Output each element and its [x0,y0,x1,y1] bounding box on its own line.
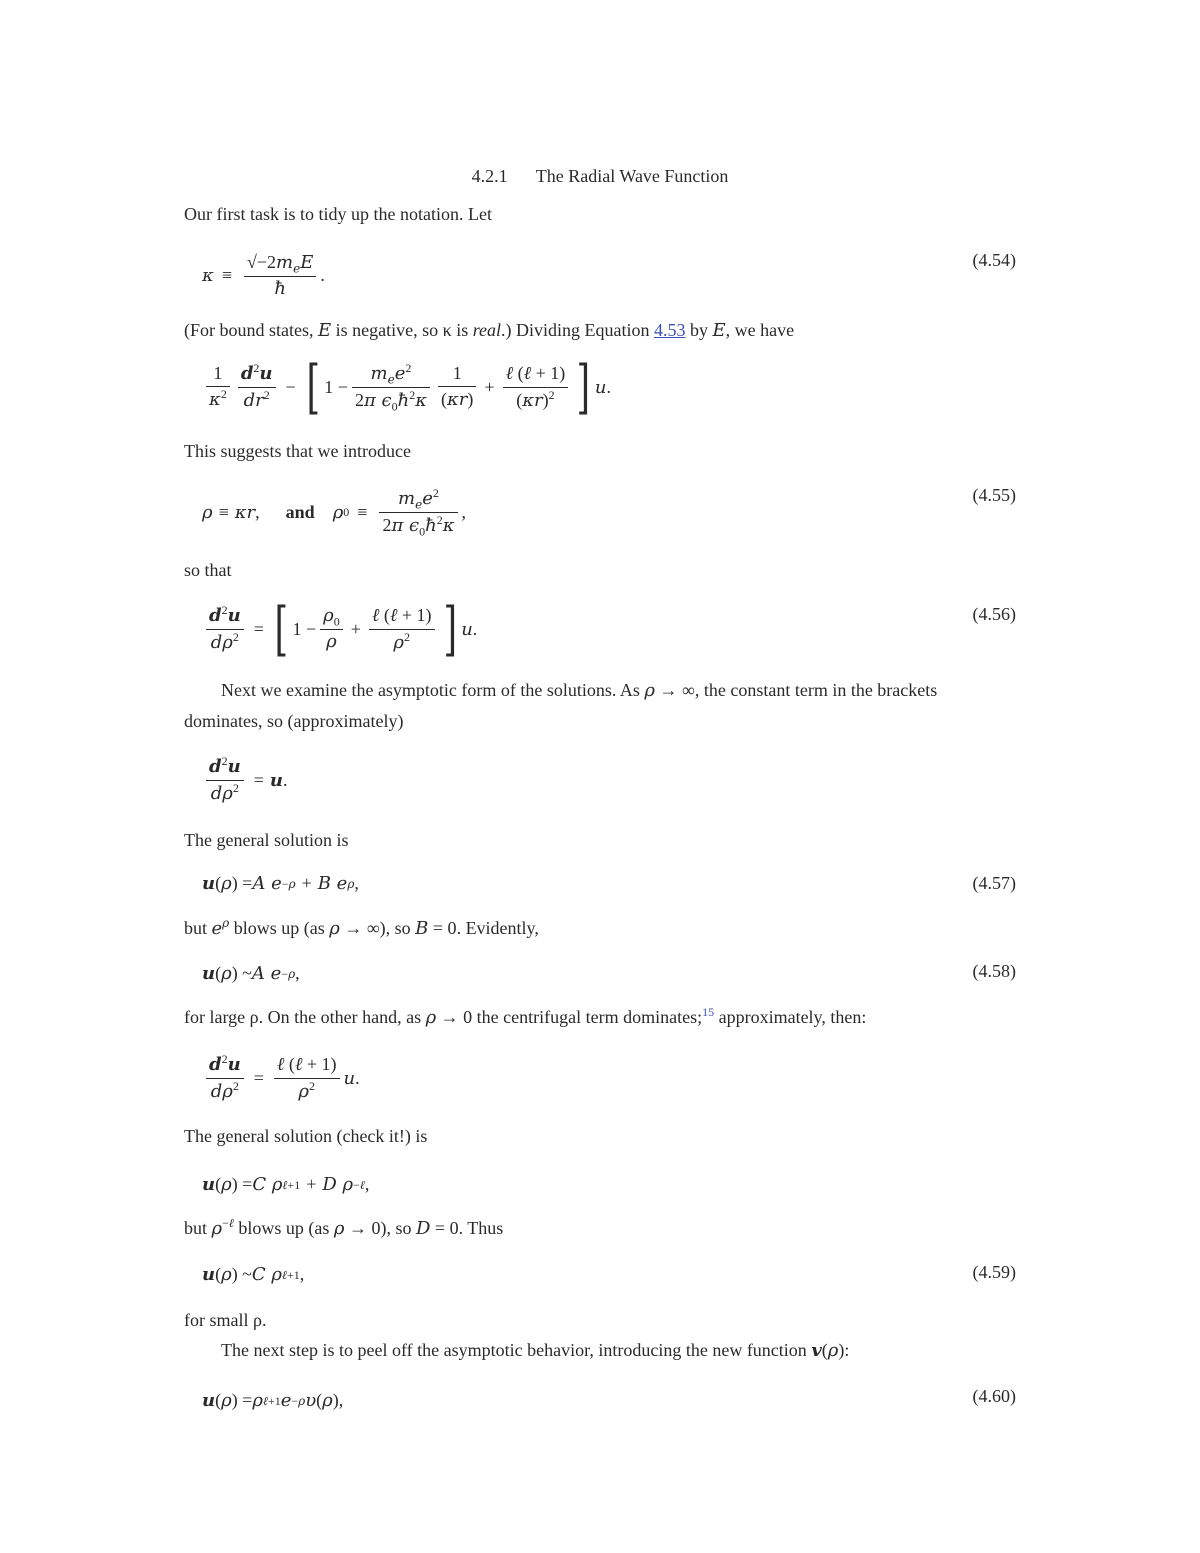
equation-general-near: u ( ρ ) = C ρ ℓ+1 + D ρ −ℓ , [202,1174,370,1195]
paragraph-12: The next step is to peel off the asymptotic behavior, introducing the new function v(ρ): [221,1340,850,1361]
equation-4-58: u ( ρ ) ~ A e −ρ , [202,963,300,984]
footnote-15-link[interactable]: 15 [702,1005,715,1019]
paragraph-7: but $e^\rho$ blows up (as ρ → ∞), so B = 0. Evidently, [184,916,539,939]
paragraph-1: Our first task is to tidy up the notation. Let [184,204,492,224]
equation-4-54: κ ≡ $\frac{√-2m_eE}{ħ}$ . [202,252,325,299]
paragraph-4: so that [184,560,232,580]
equation-number: (4.54) [972,250,1016,270]
paragraph-10: but $\rho^{-\ell}$ blows up (as ρ → 0), so D = 0. Thus [184,1216,504,1239]
equation-link-4-53[interactable]: 4.53 [654,320,686,340]
equation-asymptotic-far: $\frac{d^2u}{d\rho^2}$ = u . [202,756,287,804]
paragraph-5-cont: dominates, so (approximately) [184,711,404,731]
paragraph-3: This suggests that we introduce [184,441,411,461]
equation-number: (4.57) [972,873,1016,893]
paragraph-5: Next we examine the asymptotic form of the solutions. As ρ → ∞, the constant term in the brackets [221,680,938,701]
equation-4-56: $\frac{d^2u}{d\rho^2}$ = [ 1 − $\frac{\rho_0}{\rho}$ + $\frac{\text{ℓ (ℓ + 1)}}{\rho^2}$ ] u . [202,600,477,658]
equation-4-57: u ( ρ ) = A e −ρ + B e ρ , [202,873,359,894]
equation-divided: $\frac{1}{\kappa^2}$ $\frac{d^2u}{dr^2}$ − [ 1 − $\frac{m_ee^2}{2\pi \epsilon_0ħ^2\kappa}$ $\frac{1}{(\kappa r)}$ + $\frac{\text{ℓ (ℓ + 1)}}{(\kappa r)^2}$ ] u . [202,358,611,416]
equation-asymptotic-near: $\frac{d^2u}{d\rho^2}$ = $\frac{\text{ℓ (ℓ + 1)}}{\rho^2}$ u . [202,1054,360,1102]
equation-number: (4.60) [972,1386,1016,1406]
section-title: The Radial Wave Function [535,166,729,186]
equation-4-59: u ( ρ ) ~ C ρ ℓ+1 , [202,1264,305,1285]
equation-4-55: ρ ≡ κr , and ρ 0 ≡ $\frac{m_ee^2}{2\pi \epsilon_0ħ^2\kappa}$ , [202,486,466,539]
equation-number: (4.55) [972,485,1016,505]
equation-number: (4.58) [972,961,1016,981]
paragraph-11: for small ρ. [184,1310,267,1330]
equation-4-60: u ( ρ ) = ρ ℓ+1 e −ρ υ ( ρ ) , [202,1390,344,1411]
paragraph-2: (For bound states, E is negative, so κ is real.) Dividing Equation 4.53 by E, we have [184,320,795,341]
section-heading [0,166,1200,187]
equation-number: (4.56) [972,604,1016,624]
paragraph-9: The general solution (check it!) is [184,1126,428,1146]
paragraph-6: The general solution is [184,830,349,850]
equation-number: (4.59) [972,1262,1016,1282]
paragraph-8: for large ρ. On the other hand, as ρ → 0 the centrifugal term dominates;$^{15}$ approximately, then: [184,1005,867,1028]
section-number: 4.2.1 [471,166,508,186]
